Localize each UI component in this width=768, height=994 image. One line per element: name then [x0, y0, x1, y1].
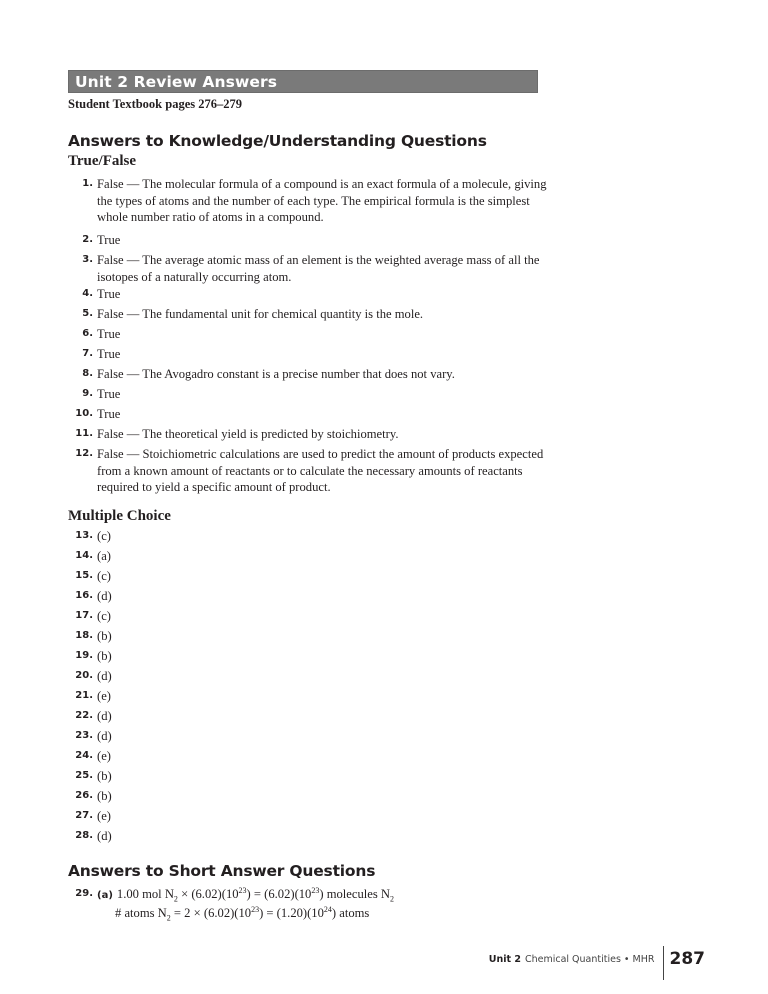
short-answer-section-heading: Answers to Short Answer Questions	[68, 862, 376, 880]
item-number: 22.	[75, 710, 93, 721]
item-line-1	[97, 886, 588, 905]
textbook-pages-reference: Student Textbook pages 276–279	[68, 97, 242, 111]
item-text: (d)	[97, 589, 112, 603]
item-text: (e)	[97, 689, 111, 703]
subscript: 2	[166, 913, 171, 923]
item-line-2	[115, 905, 588, 922]
item-number: 14.	[75, 550, 93, 561]
item-number: 18.	[75, 630, 93, 641]
item-text: False — The average atomic mass of an element is the weighted average mass of all the isotopes of a naturally occurring atom.	[97, 253, 540, 284]
item-number: 1.	[82, 178, 93, 189]
item-number: 8.	[82, 368, 93, 379]
item-text: False — The Avogadro constant is a precise number that does not vary.	[97, 367, 455, 381]
true-false-heading: True/False	[68, 153, 137, 169]
footer-title: Chemical Quantities • MHR	[524, 953, 655, 965]
unit-title: Unit 2 Review Answers	[75, 73, 278, 91]
answer-item	[68, 286, 548, 303]
knowledge-section-heading: Answers to Knowledge/Understanding Questions	[68, 132, 487, 150]
answer-item	[68, 346, 548, 363]
text-run: ) atoms	[331, 905, 370, 920]
item-number: 6.	[82, 328, 93, 339]
part-label: (a)	[97, 890, 113, 901]
answer-item	[68, 446, 548, 496]
answer-item	[68, 366, 548, 383]
item-number: 29.	[75, 888, 93, 899]
answer-item	[68, 386, 548, 403]
item-number: 9.	[82, 388, 93, 399]
answer-item	[68, 326, 548, 343]
answer-item	[68, 748, 548, 765]
answer-item	[68, 728, 548, 745]
subscript: 2	[390, 894, 395, 904]
item-number: 7.	[82, 348, 93, 359]
item-text: True	[97, 287, 121, 301]
item-number: 4.	[82, 288, 93, 299]
text-run: # atoms N	[115, 905, 167, 920]
text-run: × (6.02)(10	[177, 887, 239, 901]
answer-item	[68, 406, 548, 423]
short-answer-item	[68, 886, 588, 921]
answer-item	[68, 788, 548, 805]
answer-item	[68, 808, 548, 825]
item-number: 21.	[75, 690, 93, 701]
item-number: 13.	[75, 530, 93, 541]
footer-unit: Unit 2	[488, 953, 521, 965]
answer-item	[68, 252, 548, 285]
item-text: (d)	[97, 669, 112, 683]
multiple-choice-heading: Multiple Choice	[68, 508, 171, 524]
text-run: ) = (6.02)(10	[246, 887, 312, 901]
answer-item	[68, 588, 548, 605]
item-text: (c)	[97, 569, 111, 583]
item-text: True	[97, 387, 121, 401]
text-run: 1.00 mol N	[116, 887, 174, 901]
item-number: 5.	[82, 308, 93, 319]
item-text: True	[97, 347, 121, 361]
item-text: (e)	[97, 809, 111, 823]
item-text: (b)	[97, 789, 112, 803]
item-text: (c)	[97, 529, 111, 543]
item-number: 27.	[75, 810, 93, 821]
item-text: False — The fundamental unit for chemical quantity is the mole.	[97, 307, 424, 321]
superscript: 23	[251, 904, 260, 914]
item-number: 15.	[75, 570, 93, 581]
superscript: 24	[323, 904, 332, 914]
answer-item	[68, 426, 548, 443]
item-text: True	[97, 233, 121, 247]
item-number: 3.	[82, 254, 93, 265]
footer-divider	[663, 946, 664, 980]
answer-item	[68, 648, 548, 665]
item-text: (b)	[97, 629, 112, 643]
item-text: (b)	[97, 769, 112, 783]
item-text: True	[97, 327, 121, 341]
item-text: (d)	[97, 709, 112, 723]
item-number: 23.	[75, 730, 93, 741]
item-number: 17.	[75, 610, 93, 621]
unit-title-bar	[68, 70, 538, 93]
answer-item	[68, 688, 548, 705]
superscript: 23	[311, 885, 320, 895]
answer-item	[68, 528, 548, 545]
item-text: False — The molecular formula of a compound is an exact formula of a molecule, giving the types of atoms and the number of each type. The empirical formula is the simplest whole number ratio of atoms in a compound.	[97, 177, 547, 224]
item-number: 2.	[82, 234, 93, 245]
answer-item	[68, 768, 548, 785]
item-number: 12.	[75, 448, 93, 459]
item-number: 28.	[75, 830, 93, 841]
answer-item	[68, 306, 548, 323]
answer-item	[68, 708, 548, 725]
item-number: 16.	[75, 590, 93, 601]
page-footer	[489, 949, 705, 969]
text-run: ) = (1.20)(10	[259, 905, 324, 920]
item-number: 11.	[75, 428, 93, 439]
item-text: (d)	[97, 829, 112, 843]
item-text: True	[97, 407, 121, 421]
item-text: (c)	[97, 609, 111, 623]
item-number: 10.	[75, 408, 93, 419]
subscript: 2	[173, 894, 178, 904]
answer-item	[68, 548, 548, 565]
item-number: 26.	[75, 790, 93, 801]
text-run: ) molecules N	[319, 887, 391, 901]
answer-item	[68, 668, 548, 685]
item-text: False — Stoichiometric calculations are used to predict the amount of products expected from a known amount of reactants or to calculate the necessary amounts of reactants required to yield a specific amount of product.	[97, 447, 544, 494]
item-number: 19.	[75, 650, 93, 661]
item-text: (d)	[97, 729, 112, 743]
item-text: (e)	[97, 749, 111, 763]
answer-item	[68, 232, 548, 249]
item-number: 25.	[75, 770, 93, 781]
superscript: 23	[238, 885, 247, 895]
text-run: = 2 × (6.02)(10	[170, 905, 252, 920]
item-text: (b)	[97, 649, 112, 663]
answer-item	[68, 828, 548, 845]
item-text: (a)	[97, 549, 111, 563]
page-number: 287	[669, 949, 705, 969]
answer-item	[68, 176, 548, 226]
answer-item	[68, 568, 548, 585]
item-number: 24.	[75, 750, 93, 761]
item-text: False — The theoretical yield is predicted by stoichiometry.	[97, 427, 399, 441]
answer-item	[68, 628, 548, 645]
item-number: 20.	[75, 670, 93, 681]
answer-item	[68, 608, 548, 625]
